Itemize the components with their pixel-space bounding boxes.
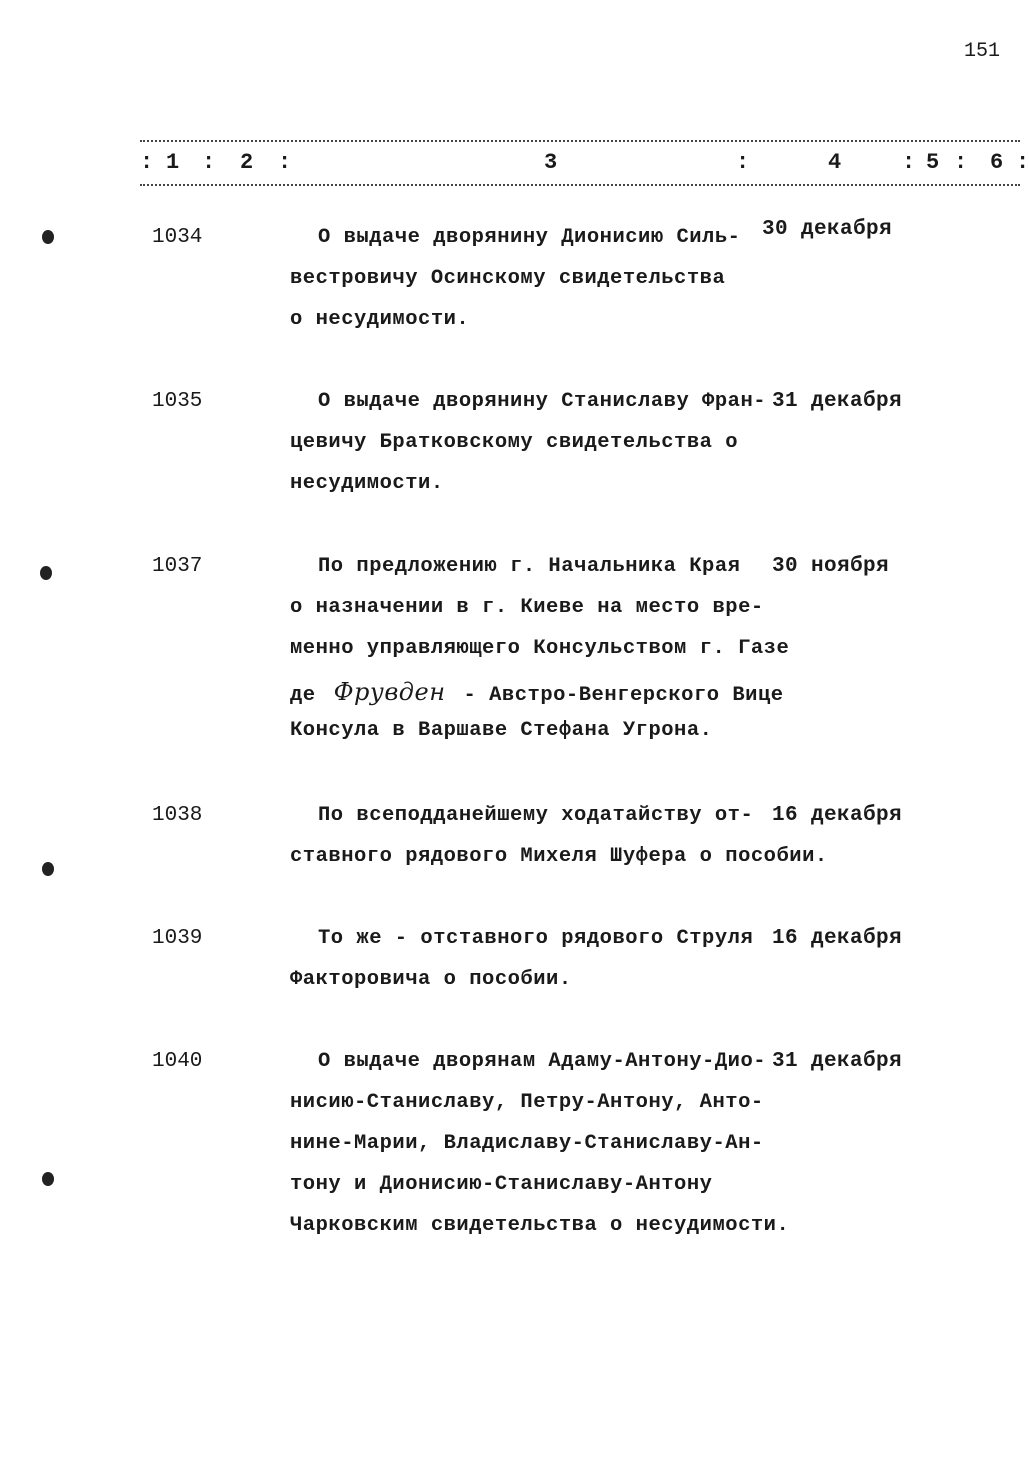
page-number: 151 [964, 40, 1001, 63]
entry-text-line: О выдаче дворянину Станиславу Фран- [318, 390, 767, 413]
entry-text-line: нисию-Станиславу, Петру-Антону, Анто- [290, 1091, 764, 1114]
entry-text-line: цевичу Братковскому свидетельства о [290, 431, 739, 454]
entry-text-line: По предложению г. Начальника Края [318, 555, 741, 578]
column-header-1: 1 [166, 150, 180, 175]
binding-hole-mark [42, 230, 54, 244]
entry-date: 30 ноября [772, 555, 890, 578]
entry-text-line: Чарковским свидетельства о несудимости. [290, 1214, 790, 1237]
entry-text-line: несудимости. [290, 472, 444, 495]
entry-text-line: То же - отставного рядового Струля [318, 927, 754, 950]
binding-hole-mark [42, 1172, 54, 1186]
entry-number: 1038 [152, 804, 203, 827]
column-header-5: 5 [926, 150, 940, 175]
header-rule-bottom [140, 184, 1020, 186]
entry-number: 1037 [152, 555, 203, 578]
entry-date: 31 декабря [772, 1050, 903, 1073]
column-header-4: 4 [828, 150, 842, 175]
entry-date: 31 декабря [772, 390, 903, 413]
entry-text-line: О выдаче дворянину Дионисию Силь- [318, 226, 741, 249]
binding-hole-mark [42, 862, 54, 876]
column-header-3: 3 [544, 150, 558, 175]
entry-number: 1035 [152, 390, 203, 413]
entry-date: 30 декабря [762, 218, 893, 241]
column-header-row: : 1 : 2 : 3 : 4 : 5 : 6 : [140, 150, 1029, 175]
entry-number: 1039 [152, 927, 203, 950]
column-header-2: 2 [240, 150, 254, 175]
entry-text-line: нине-Марии, Владиславу-Станиславу-Ан- [290, 1132, 764, 1155]
binding-hole-mark [40, 566, 52, 580]
entry-text-line: о несудимости. [290, 308, 470, 331]
entry-text-line: Факторовича о пособии. [290, 968, 572, 991]
entry-text-line: тону и Дионисию-Станиславу-Антону [290, 1173, 713, 1196]
entry-text-line [290, 678, 784, 707]
entry-date: 16 декабря [772, 927, 903, 950]
handwritten-insertion: Фрувден [333, 678, 446, 706]
entry-text-line: менно управляющего Консульством г. Газе [290, 637, 790, 660]
entry-number: 1034 [152, 226, 203, 249]
entry-text-line: О выдаче дворянам Адаму-Антону-Дио- [318, 1050, 767, 1073]
column-header-6: 6 [990, 150, 1004, 175]
entry-text-fragment: - Австро-Венгерского Вице [463, 684, 784, 707]
entry-text-line: ставного рядового Михеля Шуфера о пособии. [290, 845, 828, 868]
entry-number: 1040 [152, 1050, 203, 1073]
entry-text-line: По всеподданейшему ходатайству от- [318, 804, 754, 827]
entry-date: 16 декабря [772, 804, 903, 827]
header-rule-top [140, 140, 1020, 142]
entry-text-line: вестровичу Осинскому свидетельства [290, 267, 726, 290]
entry-text-fragment: де [290, 684, 316, 707]
entry-text-line: о назначении в г. Киеве на место вре- [290, 596, 764, 619]
entry-text-line: Консула в Варшаве Стефана Угрона. [290, 719, 713, 742]
